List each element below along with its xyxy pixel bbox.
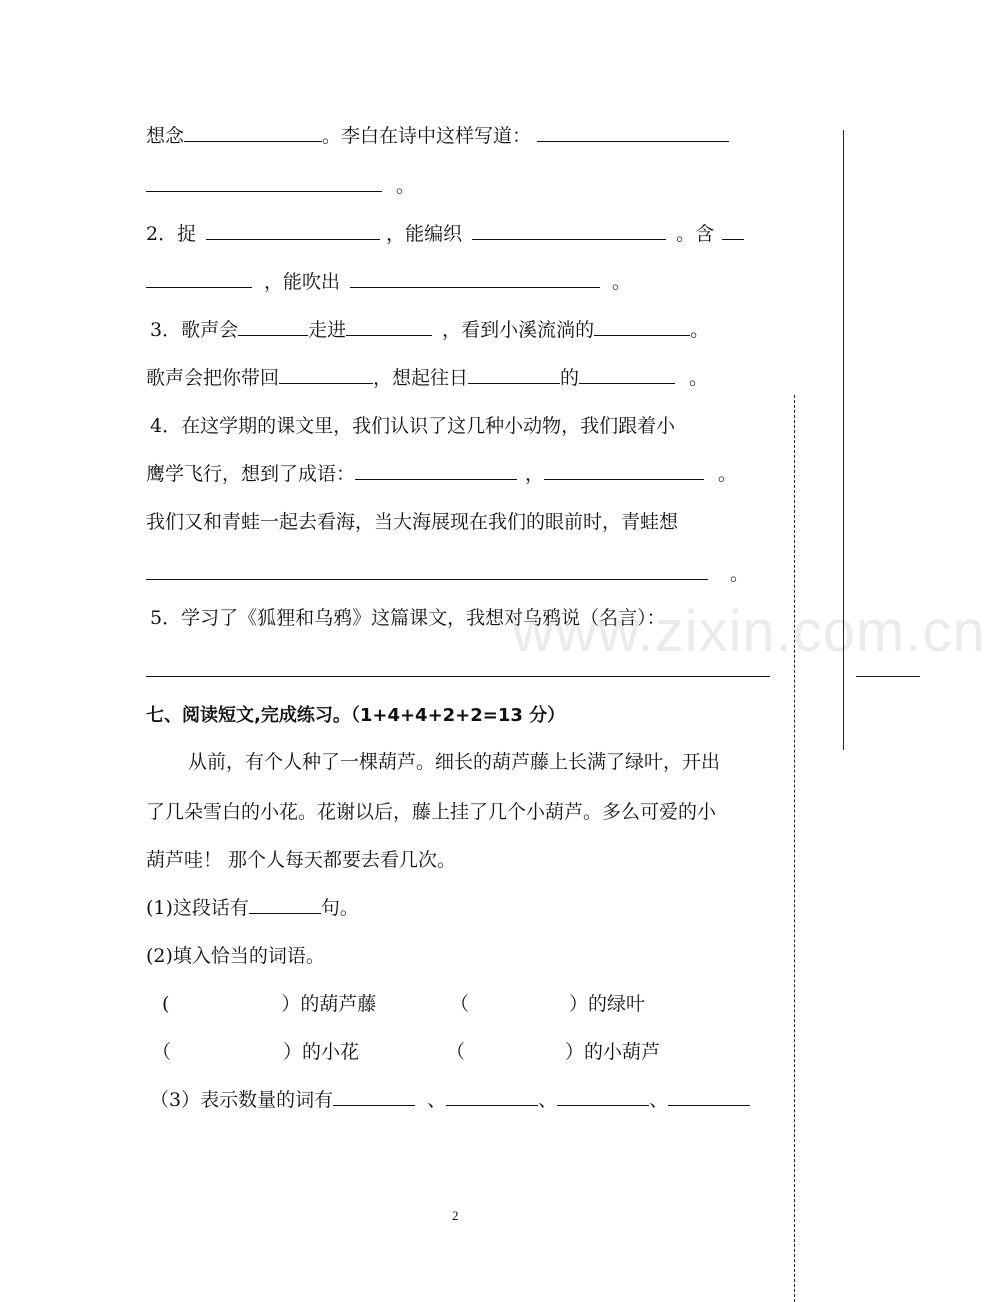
answer-blank[interactable]	[594, 318, 690, 336]
answer-blank[interactable]	[346, 318, 432, 336]
answer-blank[interactable]	[350, 270, 600, 288]
answer-blank[interactable]	[333, 1088, 415, 1106]
text: 、	[427, 1089, 447, 1111]
text: ，能编织	[386, 223, 463, 245]
fill-item	[450, 992, 645, 1016]
answer-blank[interactable]	[184, 124, 322, 142]
text-line: 5．学习了《狐狸和乌鸦》这篇课文，我想对乌鸦说（名言）：	[150, 607, 666, 629]
text: 3．歌声会	[150, 319, 239, 341]
answer-blank[interactable]	[146, 174, 382, 192]
answer-blank[interactable]	[355, 462, 517, 480]
answer-blank[interactable]	[557, 1088, 649, 1106]
answer-blank[interactable]	[249, 896, 321, 914]
text: 、	[538, 1089, 558, 1111]
answer-blank[interactable]	[279, 366, 373, 384]
answer-blank[interactable]	[468, 366, 560, 384]
text-line	[146, 270, 631, 294]
answer-line[interactable]	[146, 676, 770, 677]
text: (	[162, 993, 170, 1015]
text: 。	[689, 367, 709, 389]
text: 。	[730, 563, 750, 585]
passage-line: 葫芦哇！ 那个人每天都要去看几次。	[146, 849, 457, 871]
answer-blank[interactable]	[238, 318, 308, 336]
text: 鹰学飞行，想到了成语：	[146, 463, 356, 485]
binding-dashed-line	[794, 395, 795, 1302]
text-line	[146, 124, 729, 148]
text: ，能吹出	[264, 271, 341, 293]
question-2: (2)填入恰当的词语。	[146, 945, 325, 967]
text: 、	[649, 1089, 669, 1111]
answer-blank[interactable]	[722, 222, 744, 240]
text: (1)这段话有	[146, 897, 249, 919]
fill-item	[162, 992, 376, 1016]
passage-line: 从前，有个人种了一棵葫芦。细长的葫芦藤上长满了绿叶，开出	[188, 751, 721, 773]
question-1	[146, 896, 359, 920]
page-number: 2	[452, 1208, 459, 1223]
text: 。李白在诗中这样写道：	[322, 125, 532, 147]
question-3	[150, 1088, 750, 1112]
text: 。	[612, 271, 632, 293]
text: ）的绿叶	[569, 993, 646, 1015]
text-line	[146, 366, 708, 390]
text-line: 我们又和青蛙一起去看海，当大海展现在我们的眼前时，青蛙想	[146, 511, 679, 533]
text: 。	[718, 463, 738, 485]
text-line	[146, 222, 744, 246]
text: 。含	[676, 223, 715, 245]
passage-line: 了几朵雪白的小花。花谢以后，藤上挂了几个小葫芦。多么可爱的小	[146, 801, 717, 823]
text: （	[450, 993, 470, 1015]
text: ，想起往日	[373, 367, 469, 389]
answer-blank[interactable]	[146, 270, 252, 288]
text: ）的小花	[283, 1041, 360, 1063]
section-heading: 七、阅读短文,完成练习。（1+4+4+2+2=13 分）	[146, 705, 566, 726]
text: （	[152, 1041, 172, 1063]
fill-item	[152, 1040, 359, 1064]
answer-blank[interactable]	[579, 366, 675, 384]
text: ，	[525, 463, 545, 485]
watermark-text: www.zixin.com.cn	[512, 599, 986, 664]
answer-blank[interactable]	[544, 462, 704, 480]
text: ）的小葫芦	[565, 1041, 661, 1063]
text: 。	[396, 175, 416, 197]
text: 句。	[320, 897, 359, 919]
text-line	[146, 174, 415, 198]
text: 走进	[308, 319, 347, 341]
text: （3）表示数量的词有	[150, 1089, 334, 1111]
text: ）的葫芦藤	[281, 993, 377, 1015]
text: 歌声会把你带回	[146, 367, 280, 389]
text: 的	[560, 367, 580, 389]
fill-item	[446, 1040, 660, 1064]
text: 2．捉	[146, 223, 197, 245]
answer-blank[interactable]	[446, 1088, 538, 1106]
margin-rule	[856, 676, 920, 677]
text: ，看到小溪流淌的	[442, 319, 595, 341]
answer-blank[interactable]	[472, 222, 666, 240]
answer-blank[interactable]	[206, 222, 380, 240]
text: （	[446, 1041, 466, 1063]
answer-blank[interactable]	[146, 562, 708, 580]
text-line	[146, 462, 737, 486]
text: 想念	[146, 125, 185, 147]
answer-blank[interactable]	[668, 1088, 750, 1106]
answer-blank[interactable]	[537, 124, 729, 142]
text-line	[150, 318, 709, 342]
text: 。	[690, 319, 710, 341]
text-line: 4．在这学期的课文里，我们认识了这几种小动物，我们跟着小	[150, 415, 676, 437]
text-line	[146, 562, 749, 586]
